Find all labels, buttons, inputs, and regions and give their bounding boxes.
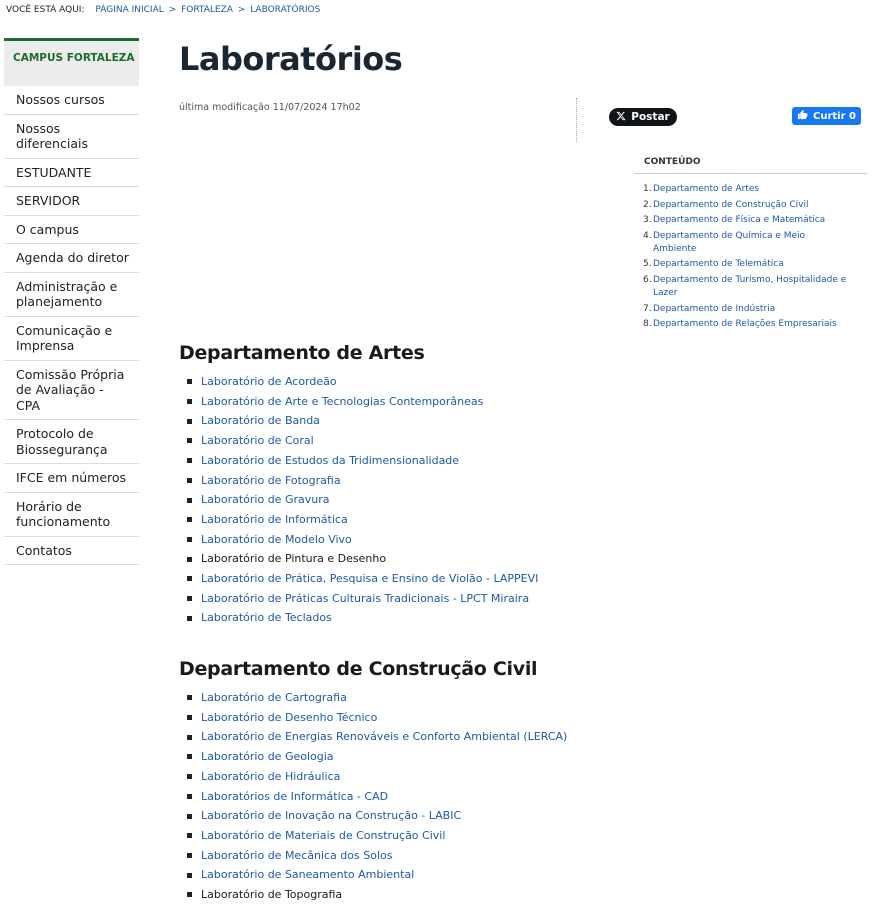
x-share-button[interactable] [609, 108, 677, 126]
lab-link[interactable]: Laboratório de Coral [201, 434, 314, 448]
list-item [187, 530, 538, 550]
toc-item-number: 6. [643, 274, 652, 285]
lab-link[interactable]: Laboratório de Modelo Vivo [201, 532, 352, 546]
toc-link[interactable]: Departamento de Telemática [653, 259, 784, 270]
list-item [187, 431, 538, 451]
section-construcao-civil [179, 658, 567, 905]
lab-link[interactable]: Laboratórios de Informática - CAD [201, 789, 389, 803]
toc-link[interactable]: Departamento de Construção Civil [653, 199, 809, 210]
bullet-icon [187, 715, 192, 720]
bullet-icon [187, 754, 192, 759]
lab-link[interactable]: Laboratório de Saneamento Ambiental [201, 868, 415, 882]
last-modified: última modificação 11/07/2024 17h02 [179, 102, 361, 113]
sidebar-item[interactable]: Comunicação e Imprensa [4, 317, 139, 361]
sidebar-item[interactable]: Nossos cursos [4, 86, 139, 115]
lab-link[interactable]: Laboratório de Banda [201, 414, 320, 428]
lab-link[interactable]: Laboratório de Prática, Pesquisa e Ensino de Violão - LAPPEVI [201, 572, 539, 586]
bullet-icon [187, 458, 192, 463]
bullet-icon [187, 814, 192, 819]
lab-label: Laboratório de Topografia [201, 888, 343, 902]
list-item [187, 490, 538, 510]
list-item [187, 451, 538, 471]
toc-title: CONTEÚDO [634, 157, 867, 174]
bullet-icon [187, 478, 192, 483]
lab-link[interactable]: Laboratório de Geologia [201, 750, 334, 764]
list-item [187, 767, 567, 787]
list-item [187, 608, 538, 628]
toc-link[interactable]: Departamento de Indústria [653, 303, 776, 314]
sidebar-item[interactable]: Agenda do diretor [4, 244, 139, 273]
divider [576, 98, 577, 142]
list-item [187, 846, 567, 866]
sidebar-item[interactable]: Horário de funcionamento [4, 493, 139, 537]
toc-link[interactable]: Departamento de Artes [653, 184, 760, 194]
facebook-like-button[interactable] [792, 107, 861, 125]
bullet-icon [187, 517, 192, 522]
lab-list [179, 372, 538, 628]
lab-label: Laboratório de Pintura e Desenho [201, 552, 387, 566]
facebook-like-label: Curtir 0 [813, 110, 856, 122]
lab-link[interactable]: Laboratório de Informática [201, 512, 348, 526]
toc-item-number: 8. [643, 319, 652, 330]
bullet-icon [187, 537, 192, 542]
sidebar-item[interactable]: SERVIDOR [4, 187, 139, 216]
toc-link[interactable]: Departamento de Química e Meio Ambiente [653, 230, 806, 254]
lab-link[interactable]: Laboratório de Desenho Técnico [201, 710, 378, 724]
toc-link[interactable]: Departamento de Física e Matemática [653, 215, 826, 226]
list-item [187, 589, 538, 609]
table-of-contents [634, 157, 867, 334]
lab-link[interactable]: Laboratório de Fotografia [201, 473, 341, 487]
toc-item [643, 274, 867, 300]
list-item [187, 411, 538, 431]
list-item [187, 471, 538, 491]
lab-link[interactable]: Laboratório de Materiais de Construção Civil [201, 828, 446, 842]
section-artes [179, 342, 538, 628]
list-item [187, 747, 567, 767]
sidebar [4, 38, 139, 565]
bullet-icon [187, 695, 192, 700]
list-item [187, 569, 538, 589]
bullet-icon [187, 794, 192, 799]
toc-item-number: 3. [643, 215, 652, 226]
lab-link[interactable]: Laboratório de Mecânica dos Solos [201, 848, 393, 862]
breadcrumb-prefix: VOCÊ ESTÁ AQUI: [6, 5, 85, 15]
lab-link[interactable]: Laboratório de Gravura [201, 493, 330, 507]
toc-item [643, 258, 867, 271]
list-item [187, 372, 538, 392]
list-item [187, 727, 567, 747]
toc-item [643, 318, 867, 331]
breadcrumb-separator: > [237, 5, 246, 15]
bullet-icon [187, 616, 192, 621]
section-heading: Departamento de Artes [179, 342, 425, 364]
toc-item-number: 2. [643, 199, 652, 210]
bullet-icon [187, 774, 192, 779]
sidebar-header[interactable]: CAMPUS FORTALEZA [4, 38, 139, 86]
bullet-icon [187, 557, 192, 562]
sidebar-item[interactable]: IFCE em números [4, 464, 139, 493]
lab-link[interactable]: Laboratório de Hidráulica [201, 769, 341, 783]
toc-item [643, 303, 867, 316]
bullet-icon [187, 438, 192, 443]
lab-link[interactable]: Laboratório de Teclados [201, 611, 332, 625]
lab-link[interactable]: Laboratório de Inovação na Construção - LABIC [201, 809, 462, 823]
breadcrumb-separator: > [168, 5, 177, 15]
toc-item [643, 214, 867, 227]
list-item [187, 826, 567, 846]
list-item [187, 865, 567, 885]
lab-link[interactable]: Laboratório de Arte e Tecnologias Contemporâneas [201, 394, 484, 408]
lab-link[interactable]: Laboratório de Estudos da Tridimensionalidade [201, 453, 460, 467]
lab-list [179, 688, 567, 905]
list-item [187, 885, 567, 905]
toc-list [634, 174, 867, 331]
list-item [187, 806, 567, 826]
bullet-icon [187, 853, 192, 858]
bullet-icon [187, 498, 192, 503]
breadcrumb-current[interactable]: LABORATÓRIOS [250, 5, 321, 15]
bullet-icon [187, 576, 192, 581]
bullet-icon [187, 379, 192, 384]
sidebar-item[interactable]: ESTUDANTE [4, 159, 139, 188]
sidebar-item[interactable]: Nossos diferenciais [4, 115, 139, 159]
toc-link[interactable]: Departamento de Relações Empresariais [653, 319, 837, 330]
sidebar-item[interactable]: Protocolo de Biossegurança [4, 420, 139, 464]
toc-item [643, 230, 867, 256]
bullet-icon [187, 399, 192, 404]
bullet-icon [187, 892, 192, 897]
toc-item [643, 183, 867, 196]
sidebar-item[interactable]: O campus [4, 216, 139, 245]
bullet-icon [187, 596, 192, 601]
bullet-icon [187, 419, 192, 424]
sidebar-item[interactable]: Contatos [4, 537, 139, 566]
lab-link[interactable]: Laboratório de Práticas Culturais Tradicionais - LPCT Miraira [201, 591, 530, 605]
breadcrumb-home-link[interactable]: PÁGINA INICIAL [95, 5, 164, 15]
lab-link[interactable]: Laboratório de Cartografia [201, 691, 347, 704]
bullet-icon [187, 833, 192, 838]
toc-item-number: 7. [643, 303, 652, 314]
x-logo-icon [616, 111, 626, 124]
sidebar-item[interactable]: Administração e planejamento [4, 273, 139, 317]
list-item [187, 688, 567, 708]
toc-item-number: 5. [643, 259, 652, 270]
list-item [187, 392, 538, 412]
breadcrumb-fortaleza-link[interactable]: FORTALEZA [181, 5, 233, 15]
list-item [187, 708, 567, 728]
toc-link[interactable]: Departamento de Turismo, Hospitalidade e Lazer [653, 274, 847, 298]
toc-item [643, 199, 867, 212]
toc-item-number: 1. [643, 184, 652, 194]
list-item [187, 510, 538, 530]
breadcrumb [6, 5, 320, 15]
sidebar-menu [4, 86, 139, 565]
page-title: Laboratórios [179, 40, 403, 78]
sidebar-item[interactable]: Comissão Própria de Avaliação - CPA [4, 361, 139, 421]
bullet-icon [187, 873, 192, 878]
lab-link[interactable]: Laboratório de Energias Renováveis e Conforto Ambiental (LERCA) [201, 730, 568, 744]
x-share-label: Postar [631, 111, 670, 123]
lab-link[interactable]: Laboratório de Acordeão [201, 375, 337, 388]
list-item [187, 787, 567, 807]
toc-item-number: 4. [643, 230, 652, 241]
thumbs-up-icon [797, 109, 808, 123]
list-item [187, 549, 538, 569]
section-heading: Departamento de Construção Civil [179, 658, 538, 680]
bullet-icon [187, 735, 192, 740]
